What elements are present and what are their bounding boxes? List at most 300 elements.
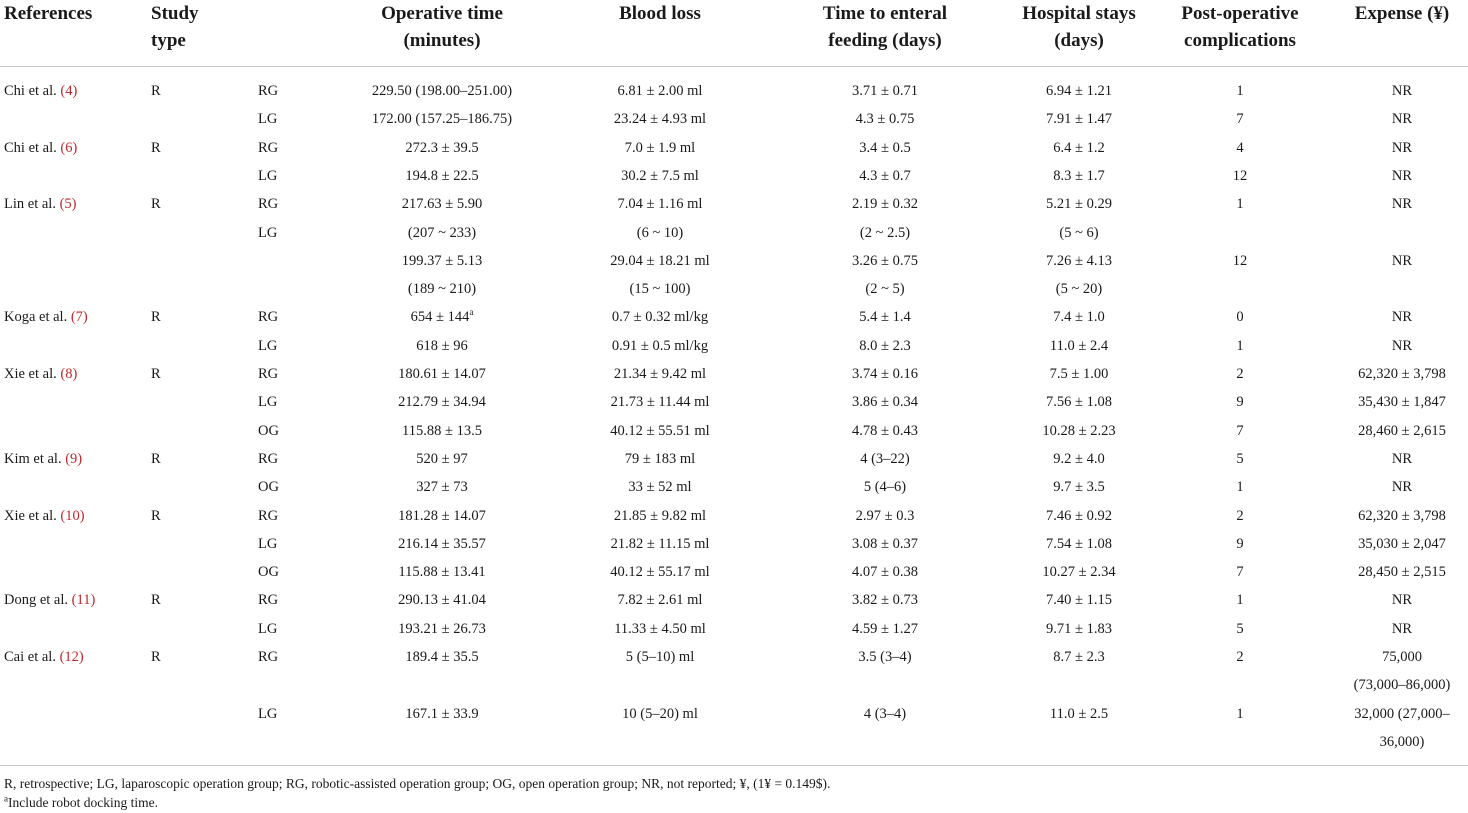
cell-enteral-feeding — [852, 81, 918, 101]
cell-expense — [1358, 392, 1446, 412]
cell-expense-value: 32,000 (27,000– — [1354, 706, 1450, 722]
cell-group-value: LG — [258, 168, 278, 184]
cell-expense-value: 75,000 — [1382, 649, 1422, 665]
cell-group-value: LG — [258, 111, 278, 127]
cell-blood-loss — [610, 251, 709, 271]
cell-group — [258, 81, 278, 101]
cell-blood-loss-value: 21.82 ± 11.15 ml — [610, 536, 710, 552]
cell-reference — [4, 449, 82, 469]
cell-hospital-stay — [1053, 477, 1104, 497]
cell-enteral-feeding-value: 3.08 ± 0.37 — [852, 536, 918, 552]
cell-complications — [1236, 81, 1243, 101]
cell-blood-loss — [625, 138, 695, 158]
header-complications-line2: complications — [1184, 30, 1296, 51]
cell-blood-loss — [628, 477, 691, 497]
cell-blood-loss-value: (15 ~ 100) — [629, 281, 691, 297]
header-study-type-line1: Study — [151, 3, 199, 24]
cell-complications — [1236, 109, 1243, 129]
cell-enteral-feeding — [860, 223, 910, 243]
cell-complications-value: 7 — [1236, 564, 1244, 580]
cell-operative-time — [402, 194, 482, 214]
cell-expense — [1358, 421, 1446, 441]
cell-group-value: RG — [258, 451, 279, 467]
cell-hospital-stay — [1046, 392, 1112, 412]
cell-operative-time — [398, 562, 485, 582]
cell-blood-loss-value: 21.73 ± 11.44 ml — [610, 394, 710, 410]
cell-operative-time — [398, 534, 486, 554]
cell-group — [258, 477, 279, 497]
cell-group — [258, 307, 278, 327]
header-hospital-stays — [1022, 0, 1136, 54]
footnote-a-mark: a — [4, 793, 8, 804]
cell-expense — [1392, 251, 1412, 271]
cell-reference — [4, 307, 88, 327]
cell-operative-time — [416, 336, 467, 356]
cell-study-type — [151, 590, 161, 610]
cell-expense-value: 35,430 ± 1,847 — [1358, 394, 1446, 410]
cell-hospital-stay — [1053, 647, 1104, 667]
cell-operative-time — [408, 223, 476, 243]
cell-hospital-stay-value: 7.40 ± 1.15 — [1046, 592, 1112, 608]
cell-complications — [1236, 449, 1243, 469]
header-blood-loss: Blood loss — [619, 3, 701, 24]
cell-complications — [1236, 364, 1243, 384]
cell-operative-time-value: 189.4 ± 35.5 — [405, 649, 479, 665]
header-complications-line1: Post-operative — [1181, 3, 1299, 24]
cell-study-type-value: R — [151, 451, 161, 467]
cell-blood-loss-value: 11.33 ± 4.50 ml — [614, 621, 706, 637]
cell-enteral-feeding — [852, 421, 918, 441]
citation-link[interactable]: (6) — [60, 140, 78, 156]
cell-group-value: OG — [258, 564, 279, 580]
cell-enteral-feeding — [856, 506, 915, 526]
cell-complications — [1236, 307, 1243, 327]
footnote-marker: a — [469, 307, 474, 318]
cell-group-value: OG — [258, 479, 279, 495]
cell-expense-value: 28,450 ± 2,515 — [1358, 564, 1446, 580]
cell-expense — [1392, 336, 1412, 356]
cell-operative-time — [398, 392, 486, 412]
cell-complications — [1236, 392, 1243, 412]
cell-expense-value: (73,000–86,000) — [1353, 677, 1451, 693]
cell-operative-time-value: 194.8 ± 22.5 — [405, 168, 479, 184]
cell-blood-loss — [611, 392, 710, 412]
cell-blood-loss-value: 40.12 ± 55.51 ml — [610, 423, 710, 439]
cell-group — [258, 619, 277, 639]
cell-blood-loss-value: 29.04 ± 18.21 ml — [610, 253, 710, 269]
cell-enteral-feeding-value: 4 (3–4) — [863, 706, 907, 722]
cell-complications-value: 1 — [1236, 592, 1244, 608]
cell-blood-loss — [614, 109, 706, 129]
cell-enteral-feeding — [852, 562, 918, 582]
cell-complications — [1236, 421, 1243, 441]
cell-hospital-stay-value: 6.94 ± 1.21 — [1046, 83, 1112, 99]
cell-expense — [1354, 704, 1449, 724]
cell-enteral-feeding — [860, 449, 910, 469]
cell-hospital-stay-value: 7.4 ± 1.0 — [1053, 309, 1105, 325]
cell-group-value: RG — [258, 309, 279, 325]
cell-hospital-stay — [1050, 336, 1108, 356]
cell-expense — [1358, 534, 1446, 554]
cell-hospital-stay-value: 7.91 ± 1.47 — [1046, 111, 1112, 127]
cell-expense-value: NR — [1391, 621, 1413, 637]
cell-group — [258, 109, 277, 129]
cell-operative-time-value: 193.21 ± 26.73 — [398, 621, 486, 637]
cell-complications — [1236, 590, 1243, 610]
header-enteral-feeding-line2: feeding (days) — [828, 30, 942, 51]
cell-blood-loss-value: 7.04 ± 1.16 ml — [617, 196, 703, 212]
cell-complications — [1236, 647, 1243, 667]
header-study-type-line2: type — [151, 30, 186, 51]
cell-blood-loss — [618, 194, 703, 214]
header-operative-time-line2: (minutes) — [403, 30, 481, 51]
cell-blood-loss — [612, 336, 708, 356]
cell-study-type-value: R — [151, 649, 161, 665]
cell-expense — [1392, 619, 1412, 639]
cell-group — [258, 449, 278, 469]
cell-expense — [1382, 647, 1422, 667]
cell-hospital-stay — [1046, 534, 1112, 554]
cell-hospital-stay — [1046, 251, 1112, 271]
cell-blood-loss — [610, 562, 709, 582]
cell-group-value: LG — [258, 621, 278, 637]
cell-hospital-stay — [1053, 166, 1104, 186]
cell-enteral-feeding-value: 4 (3–22) — [860, 451, 910, 467]
cell-enteral-feeding — [852, 590, 918, 610]
cell-expense-value: 28,460 ± 2,615 — [1358, 423, 1446, 439]
cell-enteral-feeding-value: 3.74 ± 0.16 — [852, 366, 918, 382]
cell-blood-loss — [614, 619, 706, 639]
cell-blood-loss — [610, 421, 709, 441]
cell-expense-value: NR — [1391, 196, 1413, 212]
cell-blood-loss — [618, 590, 703, 610]
cell-enteral-feeding-value: 5.4 ± 1.4 — [859, 309, 911, 325]
cell-expense-value: NR — [1391, 111, 1413, 127]
cell-blood-loss-value: 0.91 ± 0.5 ml/kg — [611, 338, 709, 354]
cell-study-type-value: R — [151, 140, 161, 156]
cell-complications — [1233, 166, 1248, 186]
cell-hospital-stay-value: 7.46 ± 0.92 — [1046, 508, 1112, 524]
cell-hospital-stay — [1046, 109, 1112, 129]
cell-hospital-stay-value: 5.21 ± 0.29 — [1046, 196, 1112, 212]
cell-operative-time — [411, 307, 474, 327]
cell-hospital-stay — [1046, 194, 1112, 214]
cell-enteral-feeding-value: (2 ~ 2.5) — [859, 225, 911, 241]
cell-operative-time-value: 180.61 ± 14.07 — [398, 366, 486, 382]
cell-blood-loss — [611, 534, 710, 554]
cell-operative-time — [372, 109, 512, 129]
cell-operative-time — [405, 647, 478, 667]
footer-rule — [0, 765, 1468, 766]
cell-blood-loss — [637, 223, 684, 243]
cell-study-type — [151, 506, 161, 526]
cell-hospital-stay — [1053, 449, 1104, 469]
cell-hospital-stay — [1053, 138, 1104, 158]
cell-operative-time-value: 327 ± 73 — [416, 479, 468, 495]
cell-complications — [1236, 704, 1243, 724]
cell-blood-loss — [625, 449, 695, 469]
reference-author: Kim et al. — [4, 451, 62, 467]
cell-group — [258, 562, 279, 582]
cell-reference — [4, 590, 95, 610]
header-enteral-feeding — [823, 0, 947, 54]
cell-hospital-stay — [1042, 562, 1115, 582]
cell-complications-value: 5 — [1236, 621, 1244, 637]
cell-reference — [4, 138, 77, 158]
cell-group-value: LG — [258, 536, 278, 552]
cell-group-value: RG — [258, 508, 279, 524]
cell-hospital-stay-value: 8.3 ± 1.7 — [1053, 168, 1105, 184]
citation-link[interactable]: (4) — [60, 83, 78, 99]
cell-hospital-stay — [1046, 590, 1112, 610]
cell-operative-time-value: 212.79 ± 34.94 — [398, 394, 486, 410]
cell-study-type-value: R — [151, 508, 161, 524]
cell-blood-loss-value: 30.2 ± 7.5 ml — [621, 168, 699, 184]
cell-study-type-value: R — [151, 592, 161, 608]
cell-enteral-feeding — [852, 619, 918, 639]
cell-operative-time — [416, 449, 467, 469]
cell-operative-time-value: 290.13 ± 41.04 — [398, 592, 486, 608]
cell-operative-time — [405, 704, 478, 724]
cell-group-value: LG — [258, 706, 278, 722]
cell-enteral-feeding-value: 5 (4–6) — [863, 479, 907, 495]
reference-author: Dong et al. — [4, 592, 69, 608]
cell-group-value: LG — [258, 338, 278, 354]
cell-operative-time — [398, 590, 486, 610]
citation-link[interactable]: (7) — [70, 309, 88, 325]
cell-expense — [1392, 590, 1412, 610]
cell-hospital-stay-value: 11.0 ± 2.4 — [1049, 338, 1109, 354]
cell-enteral-feeding — [859, 138, 910, 158]
cell-hospital-stay-value: 6.4 ± 1.2 — [1053, 140, 1105, 156]
reference-author: Cai et al. — [4, 649, 56, 665]
cell-complications — [1236, 534, 1243, 554]
cell-operative-time-value: 167.1 ± 33.9 — [405, 706, 479, 722]
cell-operative-time-value: 216.14 ± 35.57 — [398, 536, 486, 552]
cell-group — [258, 336, 277, 356]
cell-complications-value: 5 — [1236, 451, 1244, 467]
citation-link[interactable]: (5) — [59, 196, 77, 212]
cell-enteral-feeding — [852, 194, 918, 214]
cell-enteral-feeding-value: 3.82 ± 0.73 — [852, 592, 918, 608]
cell-enteral-feeding-value: 4.78 ± 0.43 — [852, 423, 918, 439]
cell-blood-loss-value: 7.0 ± 1.9 ml — [624, 140, 696, 156]
cell-hospital-stay-value: 10.28 ± 2.23 — [1042, 423, 1116, 439]
cell-group — [258, 364, 278, 384]
cell-reference — [4, 81, 77, 101]
cell-group — [258, 534, 277, 554]
cell-blood-loss — [614, 506, 706, 526]
cell-complications-value: 7 — [1236, 111, 1244, 127]
cell-blood-loss-value: 40.12 ± 55.17 ml — [610, 564, 710, 580]
cell-hospital-stay-value: 8.7 ± 2.3 — [1053, 649, 1105, 665]
cell-operative-time-value: 654 ± 144 — [410, 309, 470, 325]
cell-hospital-stay — [1046, 506, 1112, 526]
cell-complications-value: 1 — [1236, 706, 1244, 722]
footnote-a — [4, 794, 158, 812]
cell-blood-loss — [622, 704, 698, 724]
cell-hospital-stay-value: 7.54 ± 1.08 — [1046, 536, 1112, 552]
cell-blood-loss-value: (6 ~ 10) — [636, 225, 684, 241]
cell-operative-time — [402, 421, 482, 441]
citation-link[interactable]: (10) — [60, 508, 85, 524]
cell-complications-value: 1 — [1236, 338, 1244, 354]
citation-link[interactable]: (8) — [60, 366, 78, 382]
cell-enteral-feeding — [858, 647, 911, 667]
cell-blood-loss-value: 0.7 ± 0.32 ml/kg — [611, 309, 709, 325]
cell-reference — [4, 364, 77, 384]
reference-author: Xie et al. — [4, 366, 57, 382]
cell-operative-time — [398, 364, 486, 384]
citation-link[interactable]: (9) — [65, 451, 83, 467]
cell-operative-time-value: 199.37 ± 5.13 — [401, 253, 483, 269]
cell-expense-value: NR — [1391, 83, 1413, 99]
cell-complications-value: 0 — [1236, 309, 1244, 325]
cell-hospital-stay — [1046, 81, 1112, 101]
cell-expense-value: 35,030 ± 2,047 — [1358, 536, 1446, 552]
cell-reference — [4, 194, 77, 214]
cell-operative-time-value: 229.50 (198.00–251.00) — [371, 83, 513, 99]
cell-complications — [1233, 251, 1248, 271]
cell-hospital-stay-value: 7.5 ± 1.00 — [1049, 366, 1109, 382]
cell-hospital-stay-value: 7.26 ± 4.13 — [1046, 253, 1112, 269]
cell-enteral-feeding — [865, 279, 904, 299]
cell-operative-time — [416, 477, 467, 497]
cell-complications-value: 9 — [1236, 536, 1244, 552]
cell-hospital-stay — [1053, 307, 1104, 327]
cell-group — [258, 138, 278, 158]
cell-group-value: RG — [258, 366, 279, 382]
cell-study-type — [151, 138, 161, 158]
cell-operative-time-value: 115.88 ± 13.41 — [398, 564, 486, 580]
cell-complications-value: 12 — [1232, 168, 1248, 184]
footnote-abbreviations: R, retrospective; LG, laparoscopic operation group; RG, robotic-assisted operation group; OG, open operation group; NR, not reported; ¥, (1¥ = 0.149$). — [4, 776, 831, 791]
cell-blood-loss-value: 23.24 ± 4.93 ml — [613, 111, 707, 127]
cell-expense — [1392, 194, 1412, 214]
cell-operative-time-value: 272.3 ± 39.5 — [405, 140, 479, 156]
cell-enteral-feeding-value: 8.0 ± 2.3 — [859, 338, 911, 354]
header-operative-time-line1: Operative time — [381, 3, 503, 24]
cell-expense — [1358, 364, 1446, 384]
cell-complications-value: 7 — [1236, 423, 1244, 439]
cell-blood-loss — [629, 279, 690, 299]
cell-complications-value: 2 — [1236, 508, 1244, 524]
cell-blood-loss — [621, 166, 699, 186]
cell-complications — [1236, 477, 1243, 497]
cell-group — [258, 421, 279, 441]
cell-reference — [4, 506, 85, 526]
header-rule — [0, 66, 1468, 67]
cell-expense-value: 62,320 ± 3,798 — [1358, 366, 1446, 382]
cell-blood-loss — [626, 647, 694, 667]
cell-study-type — [151, 307, 161, 327]
cell-expense — [1392, 477, 1412, 497]
cell-expense — [1358, 506, 1446, 526]
cell-enteral-feeding — [852, 534, 918, 554]
cell-group — [258, 392, 277, 412]
cell-blood-loss-value: 6.81 ± 2.00 ml — [617, 83, 703, 99]
cell-expense — [1380, 732, 1425, 752]
cell-group — [258, 704, 277, 724]
cell-enteral-feeding — [852, 392, 918, 412]
cell-complications — [1236, 562, 1243, 582]
cell-enteral-feeding-value: 4.59 ± 1.27 — [852, 621, 918, 637]
cell-group-value: RG — [258, 592, 279, 608]
cell-hospital-stay — [1042, 421, 1115, 441]
cell-hospital-stay-value: 7.56 ± 1.08 — [1046, 394, 1112, 410]
cell-complications-value: 4 — [1236, 140, 1244, 156]
cell-operative-time — [405, 166, 478, 186]
cell-expense — [1392, 81, 1412, 101]
cell-blood-loss-value: 10 (5–20) ml — [622, 706, 698, 722]
cell-group-value: LG — [258, 225, 278, 241]
cell-enteral-feeding-value: 4.3 ± 0.75 — [855, 111, 915, 127]
cell-expense-value: 62,320 ± 3,798 — [1358, 508, 1446, 524]
cell-operative-time-value: 181.28 ± 14.07 — [398, 508, 486, 524]
cell-expense — [1392, 307, 1412, 327]
cell-enteral-feeding-value: 3.5 (3–4) — [858, 649, 912, 665]
cell-hospital-stay-value: 9.2 ± 4.0 — [1053, 451, 1105, 467]
cell-expense-value: NR — [1391, 309, 1413, 325]
cell-complications-value: 1 — [1236, 479, 1244, 495]
cell-enteral-feeding-value: 3.4 ± 0.5 — [859, 140, 911, 156]
cell-operative-time-value: 520 ± 97 — [416, 451, 468, 467]
cell-expense-value: NR — [1391, 479, 1413, 495]
cell-operative-time — [402, 251, 482, 271]
header-operative-time — [381, 0, 503, 54]
cell-expense-value: NR — [1391, 253, 1413, 269]
cell-group — [258, 194, 278, 214]
cell-group-value: RG — [258, 649, 279, 665]
cell-expense — [1392, 166, 1412, 186]
cell-group — [258, 223, 277, 243]
cell-hospital-stay — [1056, 279, 1103, 299]
citation-link[interactable]: (12) — [59, 649, 84, 665]
cell-operative-time — [405, 138, 478, 158]
cell-hospital-stay — [1050, 364, 1109, 384]
cell-enteral-feeding-value: 4.3 ± 0.7 — [859, 168, 911, 184]
cell-group — [258, 166, 277, 186]
cell-expense-value: NR — [1391, 140, 1413, 156]
cell-blood-loss-value: 7.82 ± 2.61 ml — [617, 592, 703, 608]
cell-blood-loss-value: 79 ± 183 ml — [624, 451, 696, 467]
cell-hospital-stay — [1046, 619, 1112, 639]
cell-hospital-stay — [1050, 704, 1108, 724]
cell-study-type-value: R — [151, 83, 161, 99]
cell-hospital-stay — [1059, 223, 1098, 243]
cell-enteral-feeding-value: 3.71 ± 0.71 — [852, 83, 918, 99]
cell-study-type-value: R — [151, 196, 161, 212]
cell-expense-value: NR — [1391, 338, 1413, 354]
cell-group-value: RG — [258, 83, 279, 99]
cell-enteral-feeding-value: 3.86 ± 0.34 — [852, 394, 918, 410]
cell-enteral-feeding — [852, 364, 918, 384]
cell-enteral-feeding-value: 2.97 ± 0.3 — [855, 508, 915, 524]
cell-enteral-feeding-value: 3.26 ± 0.75 — [852, 253, 918, 269]
reference-author: Chi et al. — [4, 140, 57, 156]
cell-complications-value: 2 — [1236, 366, 1244, 382]
cell-complications-value: 2 — [1236, 649, 1244, 665]
cell-enteral-feeding-value: 4.07 ± 0.38 — [852, 564, 918, 580]
cell-expense-value: 36,000) — [1379, 734, 1425, 750]
header-hospital-stays-line2: (days) — [1054, 30, 1104, 51]
cell-operative-time — [408, 279, 476, 299]
cell-operative-time-value: 172.00 (157.25–186.75) — [371, 111, 513, 127]
cell-group — [258, 506, 278, 526]
citation-link[interactable]: (11) — [71, 592, 96, 608]
cell-study-type — [151, 449, 161, 469]
cell-group-value: RG — [258, 196, 279, 212]
